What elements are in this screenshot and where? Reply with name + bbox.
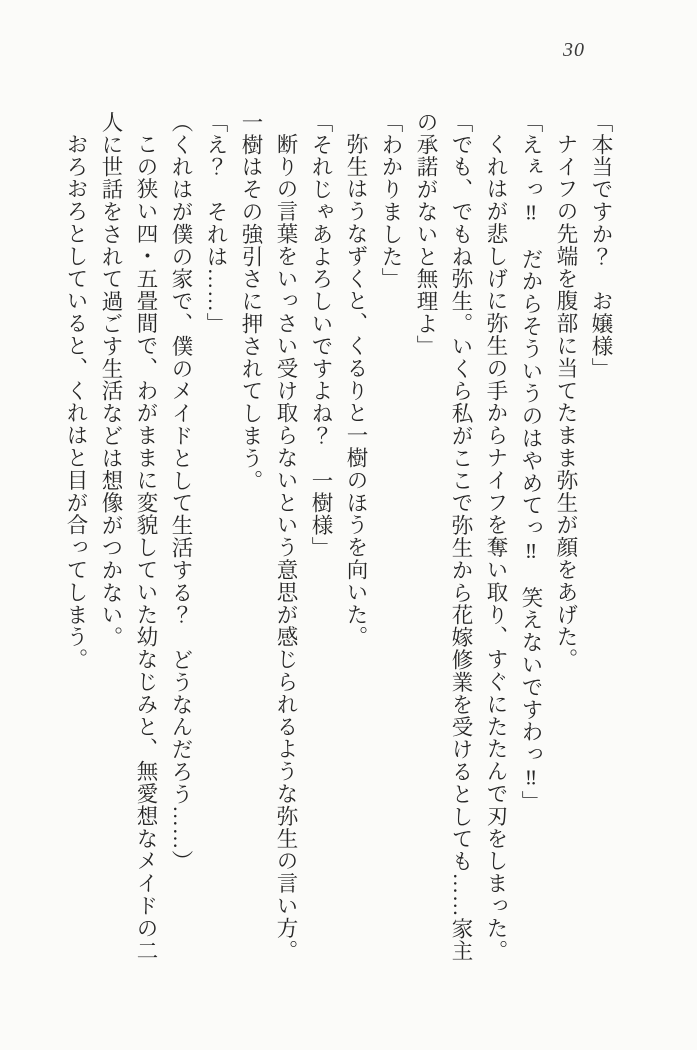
paragraph-narrative: おろおろとしていると、くれはと目が合ってしまう。 xyxy=(64,133,88,671)
paragraph-narrative: くれはが悲しげに弥生の手からナイフを奪い取り、すぐにたたんで刃をしまった。 xyxy=(484,133,508,962)
paragraph-thought: （くれはが僕の家で、僕のメイドとして生活する？ どうなんだろう……） xyxy=(169,111,193,873)
paragraph-narrative: ナイフの先端を腹部に当てたまま弥生が顔をあげた。 xyxy=(554,133,578,671)
paragraph-dialogue: 「えぇっ‼ だからそういうのはやめてっ‼ 笑えないですわっ‼」 xyxy=(519,111,543,813)
paragraph-dialogue: 「わかりました」 xyxy=(379,111,403,291)
body-text-block xyxy=(58,111,618,971)
paragraph-narrative: 断りの言葉をいっさい受け取らないという意思が感じられるような弥生の言い方。一樹はその強引さに押されてしまう。 xyxy=(239,111,298,962)
paragraph-dialogue: 「本当ですか？ お嬢様」 xyxy=(589,111,613,380)
paragraph-dialogue: 「それじゃあよろしいですよね？ 一樹様」 xyxy=(309,111,333,559)
page-number: 30 xyxy=(563,39,585,61)
paragraph-narrative: この狭い四・五畳間で、わがままに変貌していた幼なじみと、無愛想なメイドの二人に世話をされて過ごす生活などは想像がつかない。 xyxy=(99,111,158,962)
paragraph-dialogue: 「え？ それは……」 xyxy=(204,111,228,335)
paragraph-narrative: 弥生はうなずくと、くるりと一樹のほうを向いた。 xyxy=(344,133,368,649)
paragraph-dialogue: 「でも、でもね弥生。いくら私がここで弥生から花嫁修業を受けるとしても……家主の承諾がないと無理よ」 xyxy=(414,111,473,963)
